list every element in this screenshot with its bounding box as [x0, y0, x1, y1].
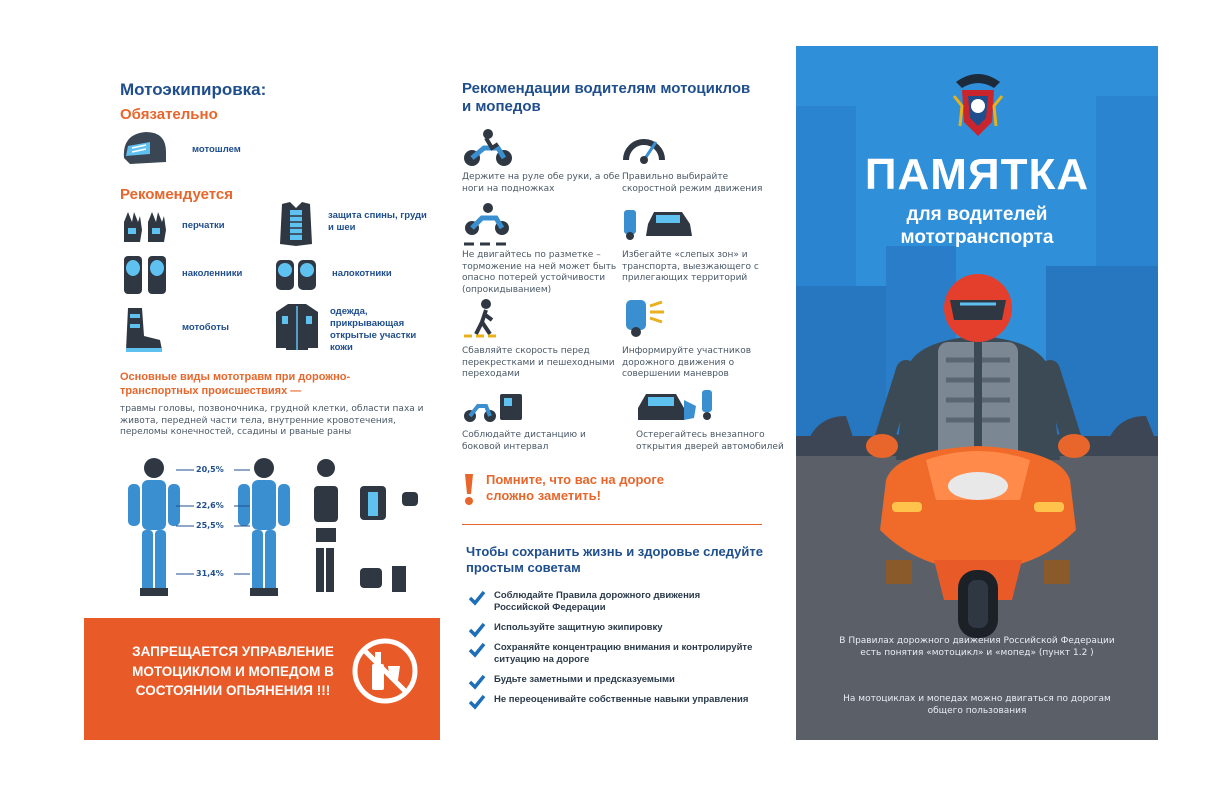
check-icon [468, 642, 486, 658]
clothing-label: одежда, прикрывающая открытые участки кожи [330, 306, 417, 353]
elbow-pads-label: налокотники [332, 268, 392, 279]
road-usage-note: На мотоциклах и мопедах можно двигаться по дорогам общего пользования [843, 694, 1111, 716]
clothing-item [274, 302, 440, 358]
helmet-icon [120, 128, 170, 168]
injury-title: Основные виды мототравм при дорожно-транспортных происшествиях — [120, 371, 351, 398]
blind-spot-icon [622, 206, 698, 242]
recommendations-title: Рекомендации водителям мотоциклов и мопедов [462, 80, 751, 115]
recommended-label: Рекомендуется [120, 186, 233, 203]
back-protection-item [274, 200, 434, 250]
knee-pads-label: наколенники [182, 268, 243, 279]
remember-warning: Помните, что вас на дороге сложно заметить! [486, 472, 664, 504]
boots-label: мотоботы [182, 322, 229, 333]
back-protection-label: защита спины, груди и шеи [328, 210, 427, 233]
check-icon [468, 590, 486, 606]
equipment-title: Мотоэкипировка: [120, 80, 267, 99]
distance-interval-icon [462, 390, 524, 426]
drunk-driving-ban-banner [84, 618, 440, 740]
percent-label-1: 20,5% [196, 465, 224, 474]
equipment-panel [84, 72, 440, 740]
recommendations-panel: Рекомендации водителям мотоциклов и мопедов Держите на руле обе руки, а обе ноги на подножках Правильно выбирайте скоростной режим движения Не двигайтесь по разметке – торможение на ней может быть опасно потерей устойчивости (опрокидыванием) Избегайте «слепых зон» и транспорта, выезжающего с прилегающих территорий Сбавляйте скорость перед перекрестками и пешеходными переходами Информируйте участников дорожного движения о совершении маневров Соблюдайте дистанцию и боковой интервал Остерегайтесь внезапного открытия дверей автомобилей Помните, что вас на дороге сложно заметить! Чтобы сохранить жизнь и здоровье следуйте простым советам Соблюдайте Правила дорожного движения Российской Федерации Используйте защитную экипировку Сохраняйте концентрацию внимания и контролируйте ситуацию на дороге Будьте заметными и предсказуемыми Не переоценивайте собственные навыки управления [456, 72, 776, 740]
injury-figures-illustration [114, 456, 434, 606]
percent-label-4: 31,4% [196, 569, 224, 578]
elbow-pads-item [274, 254, 434, 298]
rider-figure-front [128, 458, 180, 596]
police-emblem-icon [952, 66, 1004, 140]
pedestrian-crossing-icon [462, 298, 506, 338]
rider-figure-back [238, 458, 290, 596]
gear-set-icons [314, 459, 418, 592]
signal-maneuver-icon [622, 294, 666, 338]
speedometer-icon [622, 128, 666, 168]
check-icon [468, 622, 486, 638]
back-protector-icon [274, 200, 318, 248]
boots-icon [120, 306, 166, 354]
check-icon [468, 674, 486, 690]
gloves-label: перчатки [182, 220, 225, 231]
knee-pads-icon [120, 254, 170, 296]
boots-item [120, 306, 270, 356]
exclamation-icon [462, 472, 476, 506]
knee-pads-item [120, 254, 270, 298]
elbow-pads-icon [274, 254, 318, 294]
section-divider [462, 524, 762, 525]
rider-hands-icon [462, 128, 514, 168]
car-door-icon [636, 386, 716, 426]
gloves-icon [120, 208, 170, 246]
injury-text: травмы головы, позвоночника, грудной клетки, области паха и живота, передней части тела, внутренние кровотечения, переломы конечностей, ссадины и рваные раны [120, 404, 424, 438]
cover-subtitle: для водителей мототранспорта [900, 204, 1054, 248]
cover-panel [796, 46, 1158, 740]
no-alcohol-icon [350, 636, 420, 706]
helmet-label: мотошлем [192, 144, 241, 155]
traffic-rules-note: В Правилах дорожного движения Российской Федерации есть понятия «мотоцикл» и «мопед» (пункт 1.2 ) [839, 636, 1115, 658]
ban-text: ЗАПРЕЩАЕТСЯ УПРАВЛЕНИЕ МОТОЦИКЛОМ И МОПЕДОМ В СОСТОЯНИИ ОПЬЯНЕНИЯ !!! [132, 644, 334, 699]
motorcyclist-illustration [856, 270, 1100, 640]
helmet-item [120, 128, 320, 172]
cover-title: ПАМЯТКА [864, 150, 1090, 199]
percent-label-2: 22,6% [196, 501, 224, 510]
jacket-icon [274, 302, 320, 352]
check-icon [468, 694, 486, 710]
mandatory-label: Обязательно [120, 106, 218, 123]
road-marking-icon [462, 202, 514, 248]
gloves-item [120, 208, 270, 248]
advice-title: Чтобы сохранить жизнь и здоровье следуйте простым советам [466, 544, 763, 576]
percent-label-3: 25,5% [196, 521, 224, 530]
